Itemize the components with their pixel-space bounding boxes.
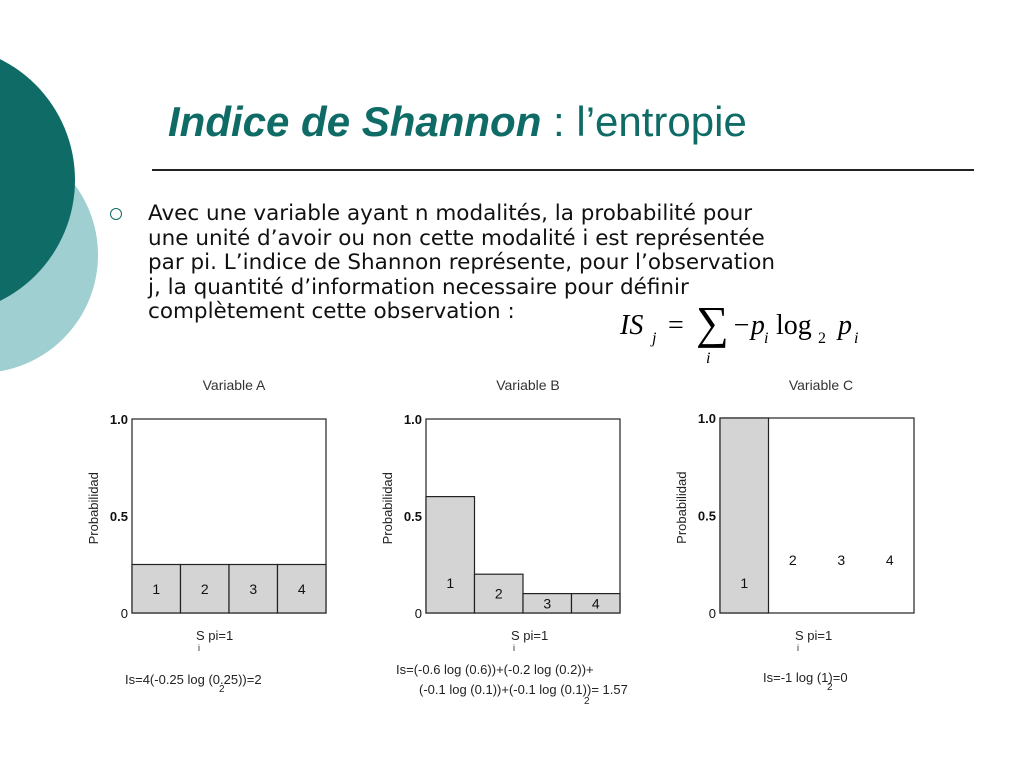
category-label: 2 [200, 580, 209, 597]
formula-p-sub: i [764, 330, 769, 347]
sum-label: S pi=1 [196, 628, 234, 643]
formula-eq: = [668, 310, 684, 341]
formula-log: log [776, 310, 812, 341]
bullet-line: par pi. L’indice de Shannon représente, pour l’observation [148, 250, 776, 275]
category-label: 1 [740, 575, 749, 591]
category-label: 4 [297, 580, 306, 597]
category-label: 3 [249, 580, 258, 597]
formula-sigma-sub: i [706, 350, 711, 367]
category-label: 2 [788, 552, 797, 568]
y-tick-label: 0 [708, 606, 716, 621]
bullet-line: complètement cette observation : [148, 299, 515, 324]
y-tick-label: 1.0 [403, 412, 422, 427]
sum-subscript: i [198, 643, 200, 653]
y-axis-label: Probabilidad [86, 472, 101, 545]
bullet-line: une unité d’avoir ou non cette modalité i est représentée [148, 225, 765, 251]
y-axis-label: Probabilidad [674, 471, 689, 544]
y-axis-label: Probabilidad [380, 472, 395, 545]
title-bold: Indice de Shannon [168, 98, 542, 145]
category-label: 3 [837, 552, 846, 568]
bullet-circle-icon [110, 208, 122, 220]
formula-minus-p: −p [732, 310, 765, 341]
chart-title: Variable C [788, 377, 854, 393]
sum-subscript: i [513, 643, 515, 653]
formula-lhs-sub: j [652, 330, 657, 347]
chart-title: Variable B [496, 377, 560, 393]
formula-subscript: 2 [584, 696, 590, 707]
bullet-line: Avec une variable ayant n modalités, la probabilité pour [148, 201, 753, 226]
y-tick-label: 0 [120, 606, 128, 621]
entropy-formula: (-0.1 log (0.1))+(-0.1 log (0.1))= 1.57 [419, 682, 628, 697]
formula-p2: p [838, 310, 852, 341]
entropy-formula: Is=(-0.6 log (0.6))+(-0.2 log (0.2))+ [396, 662, 594, 677]
slide-title [168, 98, 747, 146]
category-label: 2 [494, 585, 503, 602]
entropy-formula: Is=-1 log (1)=0 [763, 670, 848, 685]
bullet-text [148, 202, 908, 325]
category-label: 1 [152, 580, 161, 597]
y-tick-label: 1.0 [697, 411, 716, 426]
formula-lhs: IS [620, 310, 644, 341]
bullet-line: j, la quantité d’information necessaire pour définir [148, 274, 689, 300]
formula-subscript: 2 [827, 682, 833, 693]
formula-subscript: 2 [219, 684, 225, 695]
y-tick-label: 0.5 [109, 509, 128, 524]
formula-log-sub: 2 [818, 330, 826, 347]
title-rest: : l’entropie [541, 98, 747, 145]
charts-area [0, 360, 1024, 780]
title-divider [152, 169, 974, 171]
formula-sigma: ∑ [696, 297, 729, 348]
category-label: 1 [446, 575, 455, 591]
sum-subscript: i [797, 643, 799, 653]
chart-title: Variable A [202, 377, 266, 393]
category-label: 4 [885, 552, 894, 568]
formula-p2-sub: i [854, 330, 859, 347]
y-tick-label: 1.0 [109, 412, 128, 427]
bar [426, 497, 475, 613]
category-label: 3 [543, 595, 552, 612]
category-label: 4 [591, 595, 600, 612]
y-tick-label: 0 [414, 606, 422, 621]
y-tick-label: 0.5 [403, 509, 422, 524]
sum-label: S pi=1 [795, 628, 833, 643]
sum-label: S pi=1 [511, 628, 549, 643]
entropy-formula: Is=4(-0.25 log (0.25))=2 [125, 672, 262, 687]
y-tick-label: 0.5 [697, 508, 716, 524]
